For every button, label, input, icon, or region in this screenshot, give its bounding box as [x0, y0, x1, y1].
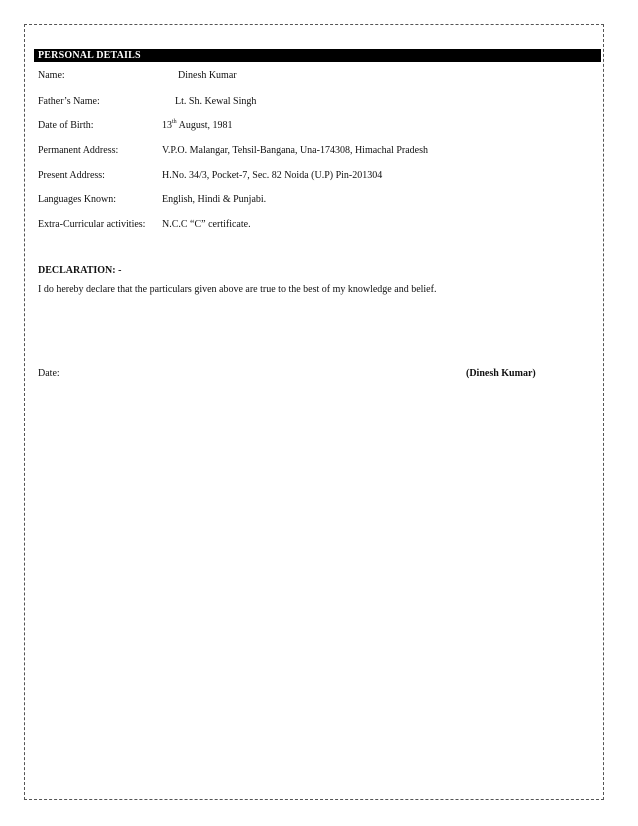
section-header-bar — [34, 49, 601, 62]
signature-name: (Dinesh Kumar) — [466, 368, 536, 379]
detail-label: Name: — [38, 70, 65, 81]
section-title: PERSONAL DETAILS — [38, 50, 141, 61]
detail-label: Date of Birth: — [38, 120, 94, 131]
declaration-title: DECLARATION: - — [38, 265, 122, 276]
detail-label: Permanent Address: — [38, 145, 119, 156]
detail-value: N.C.C “C” certificate. — [162, 219, 251, 230]
detail-label: Languages Known: — [38, 194, 117, 205]
page-border — [24, 24, 604, 800]
declaration-text: I do hereby declare that the particulars given above are true to the best of my knowledge and belief. — [38, 284, 437, 295]
dob-day-suffix: th — [172, 118, 177, 125]
dob-day: 13 — [162, 120, 172, 131]
detail-value: V.P.O. Malangar, Tehsil-Bangana, Una-174308, Himachal Pradesh — [162, 145, 428, 156]
detail-label: Father’s Name: — [38, 96, 100, 107]
date-label: Date: — [38, 368, 60, 379]
detail-label: Extra-Curricular activities: — [38, 219, 146, 230]
detail-value — [162, 120, 233, 132]
detail-value: English, Hindi & Punjabi. — [162, 194, 267, 205]
dob-rest: August, 1981 — [176, 120, 233, 131]
detail-value: Dinesh Kumar — [178, 70, 237, 81]
detail-value: H.No. 34/3, Pocket-7, Sec. 82 Noida (U.P) Pin-201304 — [162, 170, 383, 181]
detail-label: Present Address: — [38, 170, 105, 181]
detail-value: Lt. Sh. Kewal Singh — [175, 96, 257, 107]
